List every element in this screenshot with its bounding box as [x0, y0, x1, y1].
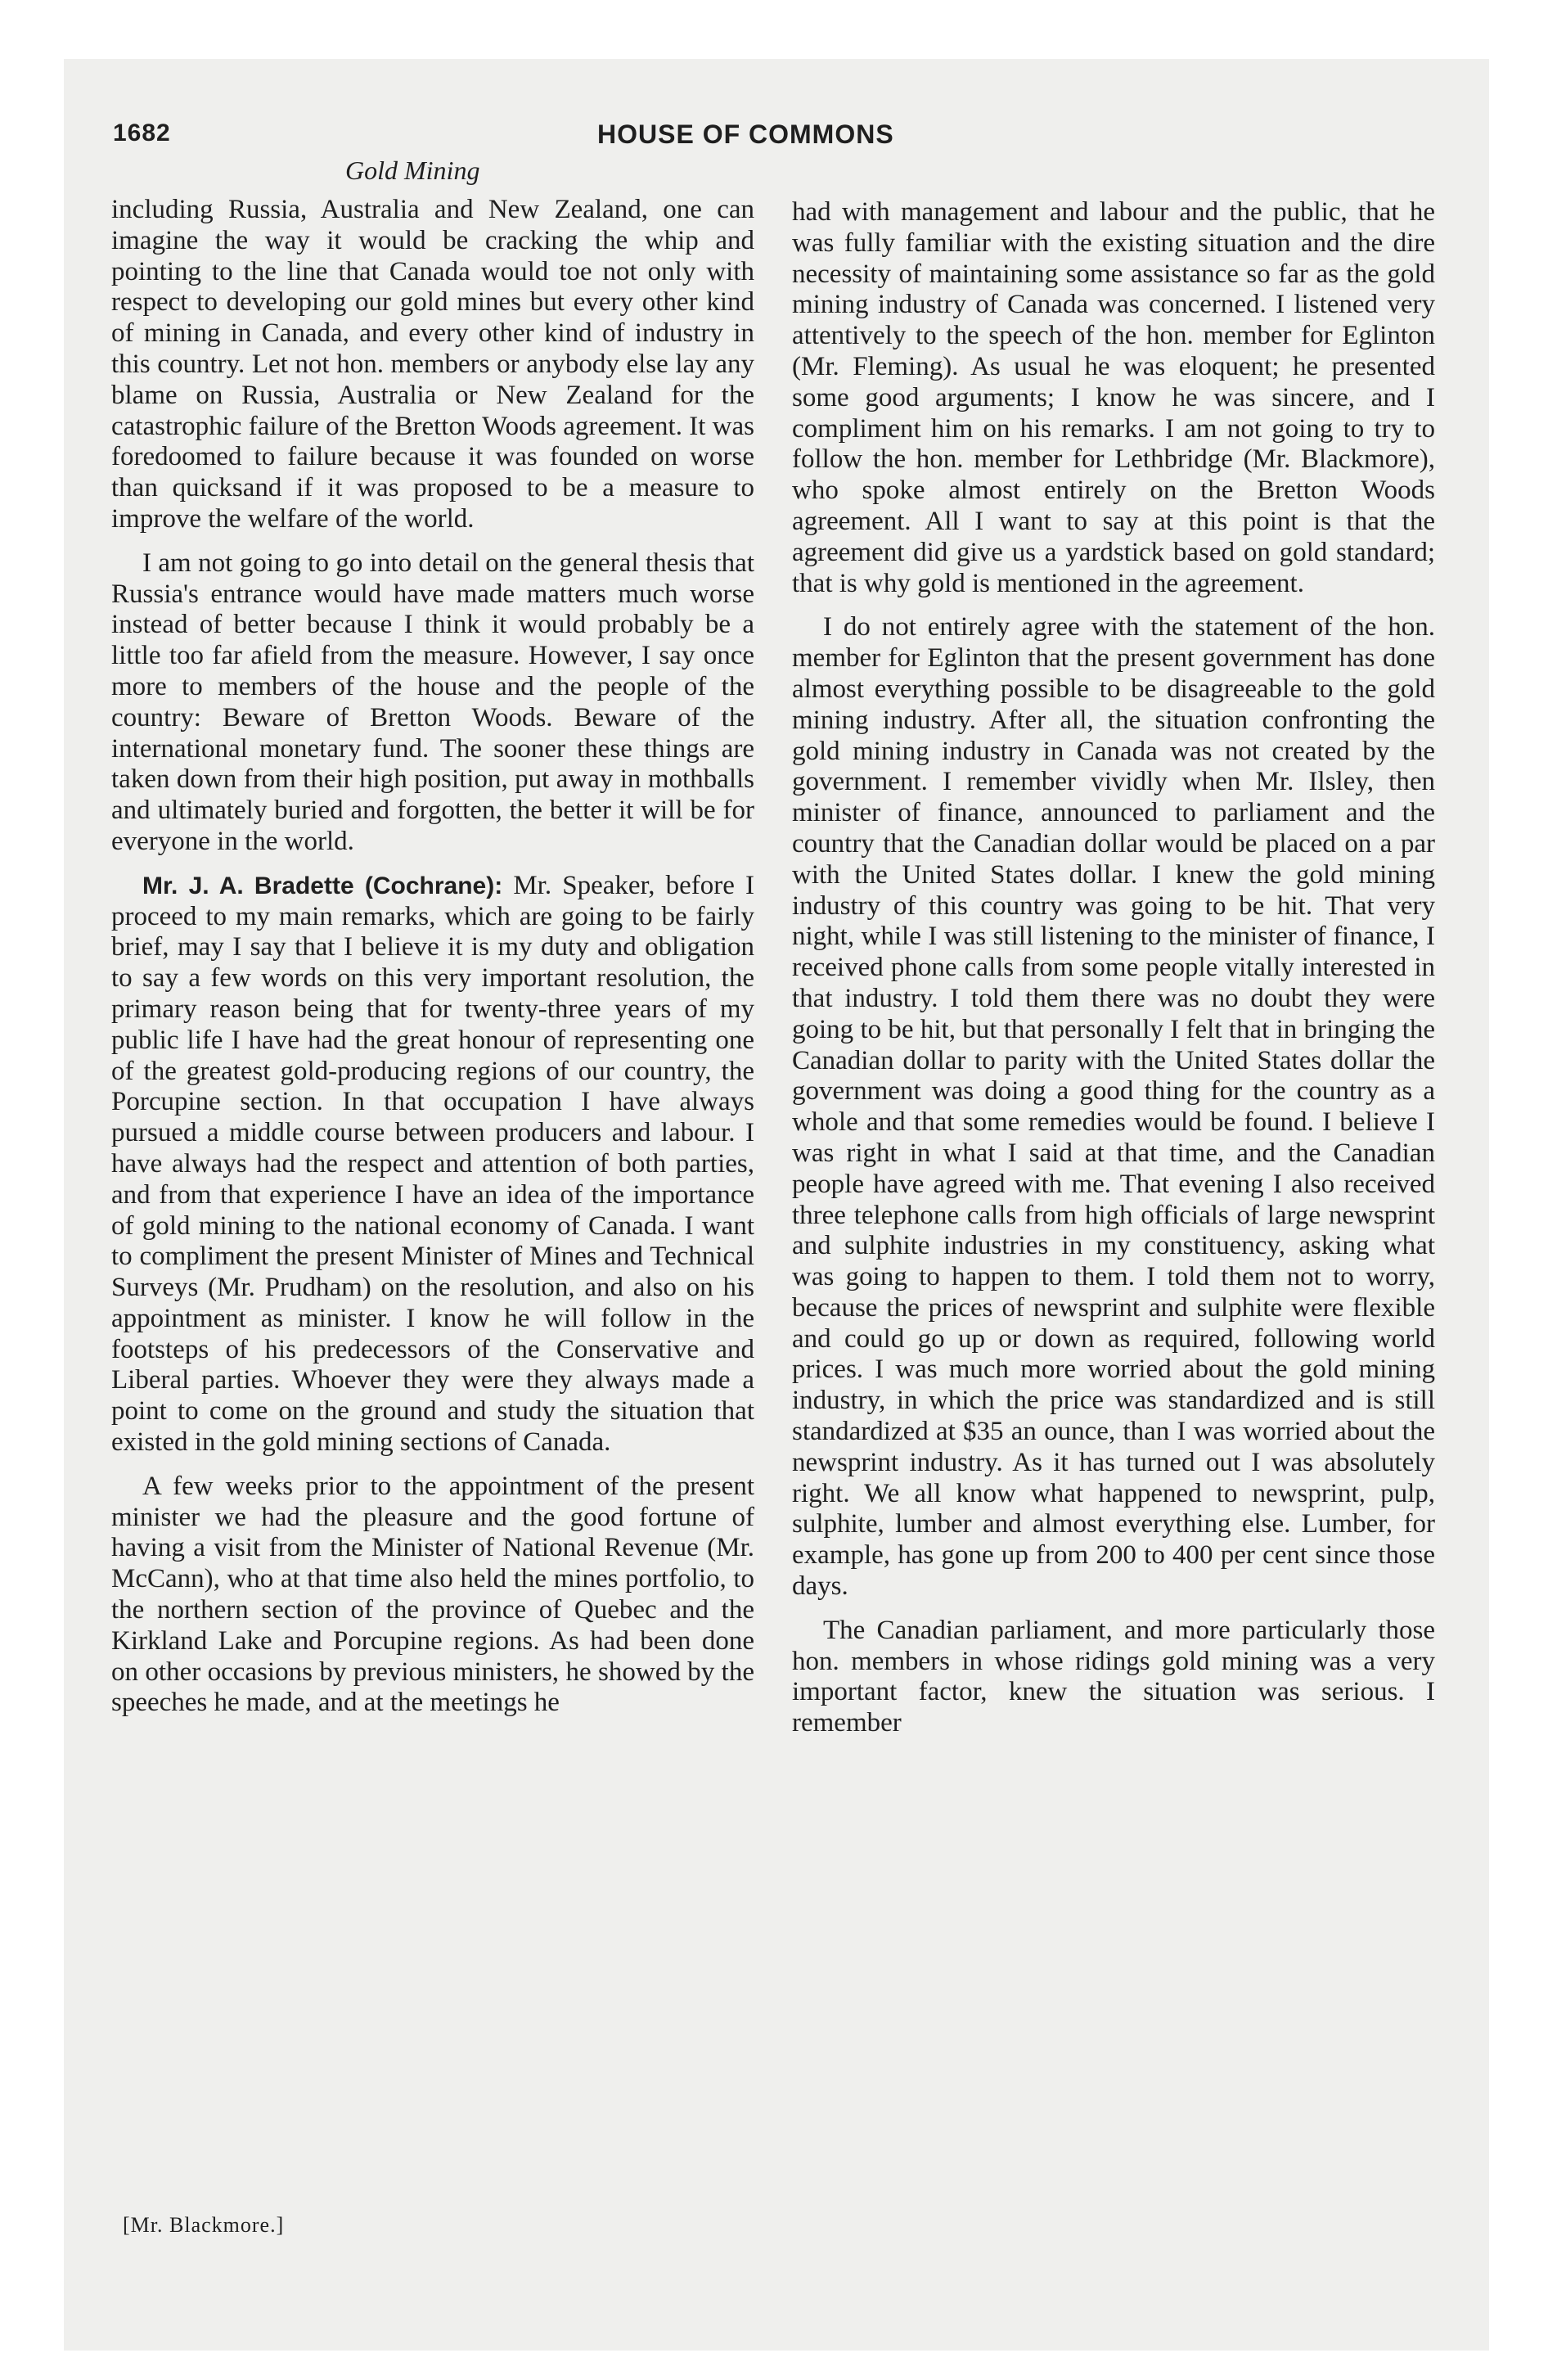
page-number: 1682 — [113, 119, 171, 146]
speaker-name: Mr. J. A. Bradette (Cochrane): — [142, 872, 503, 899]
paragraph-continued: including Russia, Australia and New Zealand, one can imagine the way it would be cracking the whip and pointing to the line that Canada would toe not only with respect to developing our gold mines but every other kind of mining in Canada, and every other kind of industry in this country. Let not hon. members or anybody else lay any blame on Russia, Australia or New Zealand for the catastrophic failure of the Bretton Woods agreement. It was foredoomed to failure because it was founded on worse than quicksand if it was proposed to be a measure to improve the welfare of the world. — [111, 195, 754, 534]
paragraph-continued: had with management and labour and the public, that he was fully familiar with the existing situation and the dire necessity of maintaining some assistance so far as the gold mining industry of Canada was concerned. I listened very attentively to the speech of the hon. member for Eglinton (Mr. Fleming). As usual he was eloquent; he presented some good arguments; I know he was sincere, and I compliment him on his remarks. I am not going to try to follow the hon. member for Lethbridge (Mr. Blackmore), who spoke almost entirely on the Bretton Woods agreement. All I want to say at this point is that the agreement did give us a yardstick based on gold standard; that is why gold is mentioned in the agreement. — [792, 197, 1435, 598]
subject-heading: Gold Mining — [345, 156, 480, 185]
running-head: HOUSE OF COMMONS — [597, 119, 894, 149]
speech-paragraph — [111, 871, 754, 1458]
paragraph: A few weeks prior to the appointment of the present minister we had the pleasure and the good fortune of having a visit from the Minister of National Revenue (Mr. McCann), who at that time also held the mines portfolio, to the northern section of the province of Quebec and the Kirkland Lake and Porcupine regions. As had been done on other occasions by previous ministers, he showed by the speeches he made, and at the meetings he — [111, 1471, 754, 1718]
left-column — [111, 195, 754, 1719]
footer-note: [Mr. Blackmore.] — [123, 2213, 285, 2237]
speech-text: Mr. Speaker, before I proceed to my main remarks, which are going to be fairly brief, may I say that I believe it is my duty and obligation to say a few words on this very important resolution, the primary reason being that for twenty-three years of my public life I have had the great honour of representing one of the greatest gold-producing regions of our country, the Porcupine section. In that occupation I have always pursued a middle course between producers and labour. I have always had the respect and attention of both parties, and from that experience I have an idea of the importance of gold mining to the national economy of Canada. I want to compliment the present Minister of Mines and Technical Surveys (Mr. Prudham) on the resolution, and also on his appointment as minister. I know he will follow in the footsteps of his predecessors of the Conservative and Liberal parties. Whoever they were they always made a point to come on the ground and study the situation that existed in the gold mining sections of Canada. — [111, 870, 754, 1458]
paragraph: The Canadian parliament, and more particularly those hon. members in whose ridings gold mining was a very important factor, knew the situation was serious. I remember — [792, 1615, 1435, 1738]
paragraph: I do not entirely agree with the statement of the hon. member for Eglinton that the present government has done almost everything possible to be disagreeable to the gold mining industry. After all, the situation confronting the gold mining industry in Canada was not created by the government. I remember vividly when Mr. Ilsley, then minister of finance, announced to parliament and the country that the Canadian dollar would be placed on a par with the United States dollar. I knew the gold mining industry of this country was going to be hit. That very night, while I was still listening to the minister of finance, I received phone calls from some people vitally interested in that industry. I told them there was no doubt they were going to be hit, but that personally I felt that in bringing the Canadian dollar to parity with the United States dollar the government was doing a good thing for the country as a whole and that some remedies would be found. I believe I was right in what I said at that time, and the Canadian people have agreed with me. That evening I also received three telephone calls from high officials of large newsprint and sulphite industries in my constituency, asking what was going to happen to them. I told them not to worry, because the prices of newsprint and sulphite were flexible and could go up or down as required, following world prices. I was much more worried about the gold mining industry, in which the price was standardized and is still standardized at $35 an ounce, than I was worried about the newsprint industry. As it has turned out I was absolutely right. We all know what happened to newsprint, pulp, sulphite, lumber and almost everything else. Lumber, for example, has gone up from 200 to 400 per cent since those days. — [792, 612, 1435, 1602]
right-column — [792, 195, 1435, 1739]
paragraph: I am not going to go into detail on the general thesis that Russia's entrance would have made matters much worse instead of better because I think it would probably be a little too far afield from the measure. However, I say once more to members of the house and the people of the country: Beware of Bretton Woods. Beware of the international monetary fund. The sooner these things are taken down from their high position, put away in mothballs and ultimately buried and forgotten, the better it will be for everyone in the world. — [111, 548, 754, 856]
